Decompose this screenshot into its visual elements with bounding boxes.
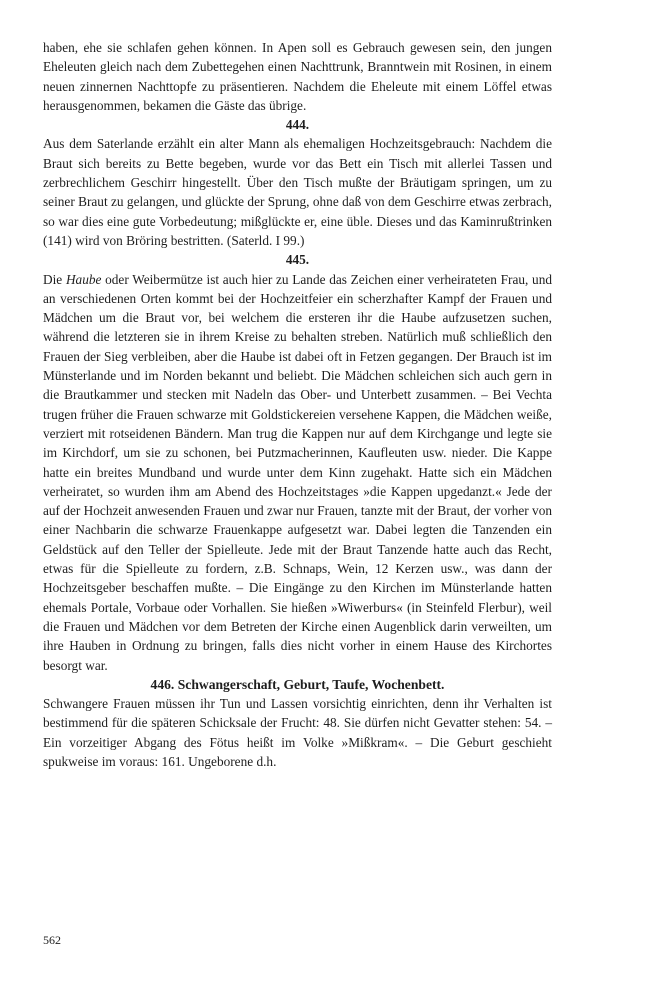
section-445-lead: Die [43,271,66,287]
section-444-paragraph: Aus dem Saterlande erzählt ein alter Mann als ehemaligen Hochzeitsgebrauch: Nachdem die Braut sich bereits zu Bette begeben, wurde vor das Bett ein Tisch mit allerlei Tassen und zerbrechlichem Geschirr hingestellt. Über den Tisch mußte der Bräutigam springen, um zu seiner Braut zu gelangen, und glückte der Sprung, ohne daß von dem Geschirre etwas zerbrach, so war dies eine gute Vorbedeutung; mißglückte er, eine üble. Dieses und das Kaminrußtrinken (141) wird von Bröring bestritten. (Saterld. I 99.) [43,136,552,248]
section-heading-445: 445. [285,252,310,268]
section-445-paragraph [43,270,552,675]
section-445-italic-term: Haube [65,271,102,287]
section-446-paragraph: Schwangere Frauen müssen ihr Tun und Lassen vorsichtig einrichten, denn ihr Verhalten ist bestimmend für die späteren Schicksale der Frucht: 48. Sie dürfen nicht Gevatter stehen: 54. – Ein vorzeitiger Abgang des Fötus heißt im Volke »Mißkram«. – Die Geburt geschieht spukweise im voraus: 161. Ungeborene d.h. [43,696,552,769]
section-heading-446: 446. Schwangerschaft, Geburt, Taufe, Wochenbett. [150,676,445,692]
intro-paragraph: haben, ehe sie schlafen gehen können. In Apen soll es Gebrauch gewesen sein, den jungen Eheleuten gleich nach dem Zubettegehen einen Nachttrunk, Branntwein mit Rosinen, in einem neuen zinnernen Nachttopfe zu präsentieren. Nachdem die Eheleute mit einem Löffel etwas herausgenommen, bekamen die Gäste das übrige. [43,40,552,113]
section-heading-444: 444. [285,117,310,133]
page-number: 562 [43,933,61,947]
section-445-rest: oder Weibermütze ist auch hier zu Lande das Zeichen einer verheirateten Frau, und an verschiedenen Orten kommt bei der Hochzeitfeier ein scherzhafter Kampf der Frauen und Mädchen um die Braut vor, bei welchem die ersteren ihr die Haube aufzusetzen suchen, während die letzteren sie in ihrem Kreise zu behalten streben. Natürlich muß schließlich den Frauen der Sieg verbleiben, aber die Haube ist dabei oft in Fetzen gegangen. Der Brauch ist im Münsterlande und im Norden bekannt und beliebt. Die Mädchen schleichen sich auch gern in die Brautkammer und stecken mit Nadeln das Ober- und Unterbett zusammen. – Bei Vechta trugen früher die Frauen schwarze mit Goldstickereien versehene Kappen, die Mädchen weiße, verziert mit rotseidenen Bändern. Man trug die Kappen nur auf dem Kirchgange und legte sie im Kirchdorf, um sie zu schonen, bei Putzmacherinnen, Kaufleuten usw. nieder. Die Kappe hatte ein breites Mundband und wurde unter dem Kinn zugehakt. Hatte sich ein Mädchen verheiratet, so wurden ihm am Abend des Hochzeitstages »die Kappen upgedanzt.« Jede der auf der Hochzeit anwesenden Frauen und zwar nur Frauen, tanzte mit der Braut, der vorher von einer Nachbarin die schwarze Frauenkappe aufgesetzt war. Dabei legten die Tanzenden ein Geldstück auf den Teller der Spielleute. Jede mit der Braut Tanzende hatte auch das Recht, etwas für die Spielleute zu fordern, z.B. Schnaps, Wein, 12 Kerzen usw., was dann der Hochzeitsgeber beschaffen mußte. – Die Eingänge zu den Kirchen im Münsterlande hatten ehemals Portale, Vorbaue oder Vorhallen. Sie hießen »Wiwerburs« (in Steinfeld Flerbur), weil die Frauen und Mädchen vor dem Betreten der Kirche einen Augenblick darin verweilten, um ihre Hauben in Ordnung zu bringen, falls dies nicht vorher in einem Hause des Kirchortes besorgt war. [43,271,552,673]
page-body [43,38,552,771]
